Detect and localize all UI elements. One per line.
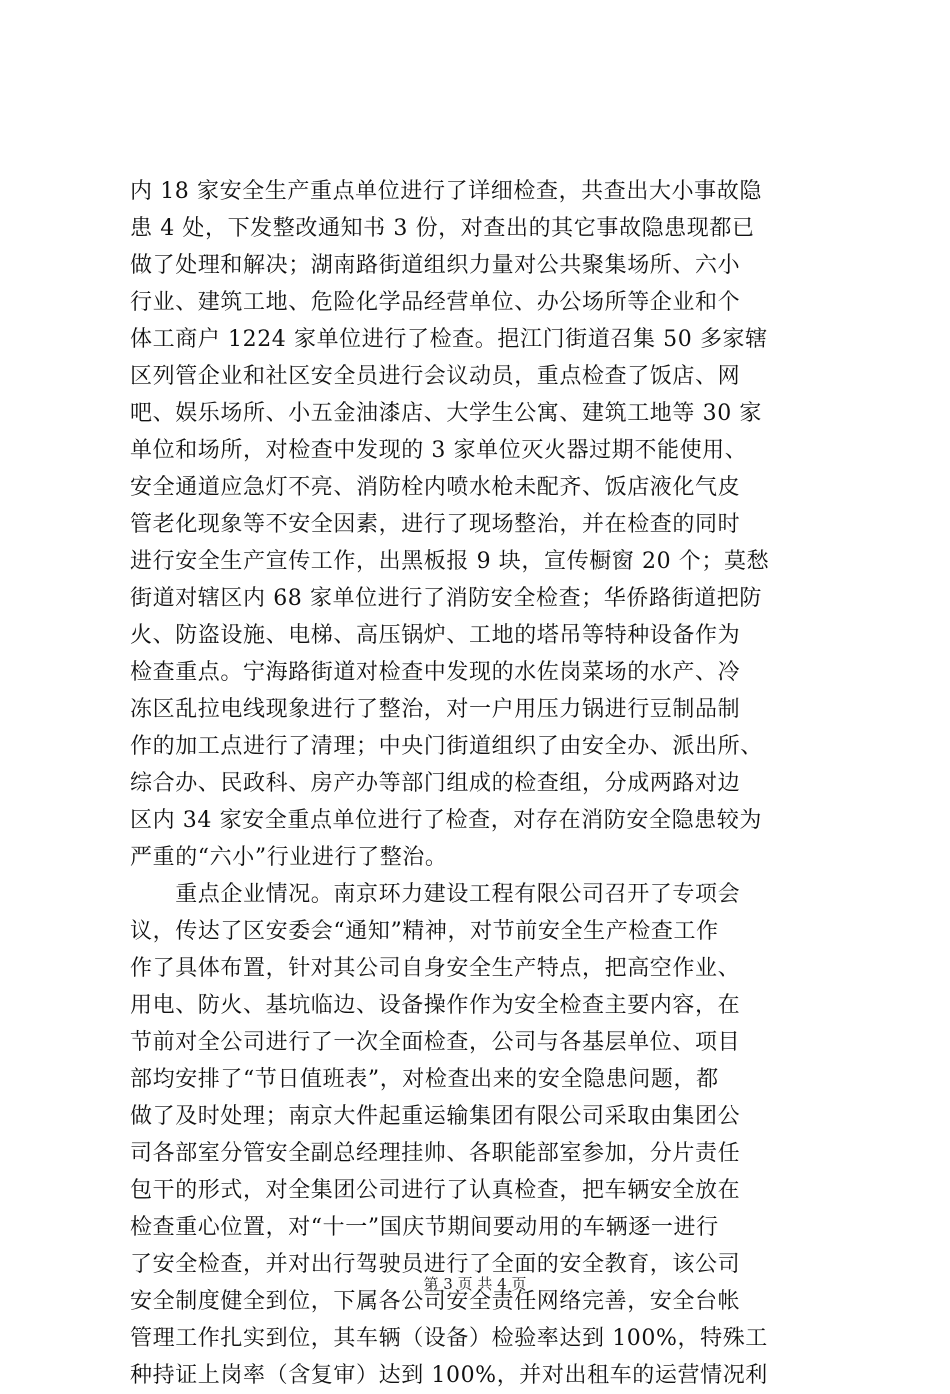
- text-line: 检查重点。宁海路街道对检查中发现的水佐岗菜场的水产、冷: [130, 660, 741, 685]
- text-line: 吧、娱乐场所、小五金油漆店、大学生公寓、建筑工地等 30 家: [130, 401, 762, 426]
- text-line: 安全通道应急灯不亮、消防栓内喷水枪未配齐、饭店液化气皮: [130, 475, 741, 500]
- document-body: [130, 173, 830, 1394]
- text-line: 冻区乱拉电线现象进行了整治，对一户用压力锅进行豆制品制: [130, 697, 741, 722]
- text-line: 议，传达了区安委会“通知”精神，对节前安全生产检查工作: [130, 919, 719, 944]
- text-line: 管理工作扎实到位，其车辆（设备）检验率达到 100%，特殊工: [130, 1326, 768, 1351]
- text-line: 区列管企业和社区安全员进行会议动员，重点检查了饭店、网: [130, 364, 741, 389]
- text-line: 进行安全生产宣传工作，出黑板报 9 块，宣传橱窗 20 个；莫愁: [130, 549, 770, 574]
- text-line: 部均安排了“节日值班表”，对检查出来的安全隐患问题，都: [130, 1067, 719, 1092]
- text-line: 种持证上岗率（含复审）达到 100%，并对出租车的运营情况利: [130, 1363, 768, 1388]
- text-line: 安全制度健全到位，下属各公司安全责任网络完善，安全台帐: [130, 1289, 741, 1314]
- text-line: 体工商户 1224 家单位进行了检查。挹江门街道召集 50 多家辖: [130, 327, 768, 352]
- text-line: 管老化现象等不安全因素，进行了现场整治，并在检查的同时: [130, 512, 741, 537]
- text-line: 患 4 处，下发整改通知书 3 份，对查出的其它事故隐患现都已: [130, 216, 755, 241]
- text-line: 严重的“六小”行业进行了整治。: [130, 845, 448, 870]
- text-line: 检查重心位置，对“十一”国庆节期间要动用的车辆逐一进行: [130, 1215, 719, 1240]
- text-line: 作了具体布置，针对其公司自身安全生产特点，把高空作业、: [130, 956, 741, 981]
- text-line: 街道对辖区内 68 家单位进行了消防安全检查；华侨路街道把防: [130, 586, 762, 611]
- text-line: 做了处理和解决；湖南路街道组织力量对公共聚集场所、六小: [130, 253, 741, 278]
- text-line: 作的加工点进行了清理；中央门街道组织了由安全办、派出所、: [130, 734, 763, 759]
- text-line: 区内 34 家安全重点单位进行了检查，对存在消防安全隐患较为: [130, 808, 762, 833]
- text-line: 做了及时处理；南京大件起重运输集团有限公司采取由集团公: [130, 1104, 741, 1129]
- text-line: 节前对全公司进行了一次全面检查，公司与各基层单位、项目: [130, 1030, 741, 1055]
- text-line: 单位和场所，对检查中发现的 3 家单位灭火器过期不能使用、: [130, 438, 748, 463]
- text-line: 包干的形式，对全集团公司进行了认真检查，把车辆安全放在: [130, 1178, 741, 1203]
- text-line: 火、防盗设施、电梯、高压锅炉、工地的塔吊等特种设备作为: [130, 623, 741, 648]
- page-number-footer: 第 3 页 共 4 页: [423, 1275, 527, 1293]
- text-line: 行业、建筑工地、危险化学品经营单位、办公场所等企业和个: [130, 290, 741, 315]
- paragraph-start-line: 重点企业情况。南京环力建设工程有限公司召开了专项会: [130, 882, 741, 907]
- text-line: 了安全检查，并对出行驾驶员进行了全面的安全教育，该公司: [130, 1252, 741, 1277]
- text-line: 综合办、民政科、房产办等部门组成的检查组，分成两路对边: [130, 771, 741, 796]
- text-line: 司各部室分管安全副总经理挂帅、各职能部室参加，分片责任: [130, 1141, 741, 1166]
- text-line: 内 18 家安全生产重点单位进行了详细检查，共查出大小事故隐: [130, 179, 762, 204]
- text-line: 用电、防火、基坑临边、设备操作作为安全检查主要内容，在: [130, 993, 741, 1018]
